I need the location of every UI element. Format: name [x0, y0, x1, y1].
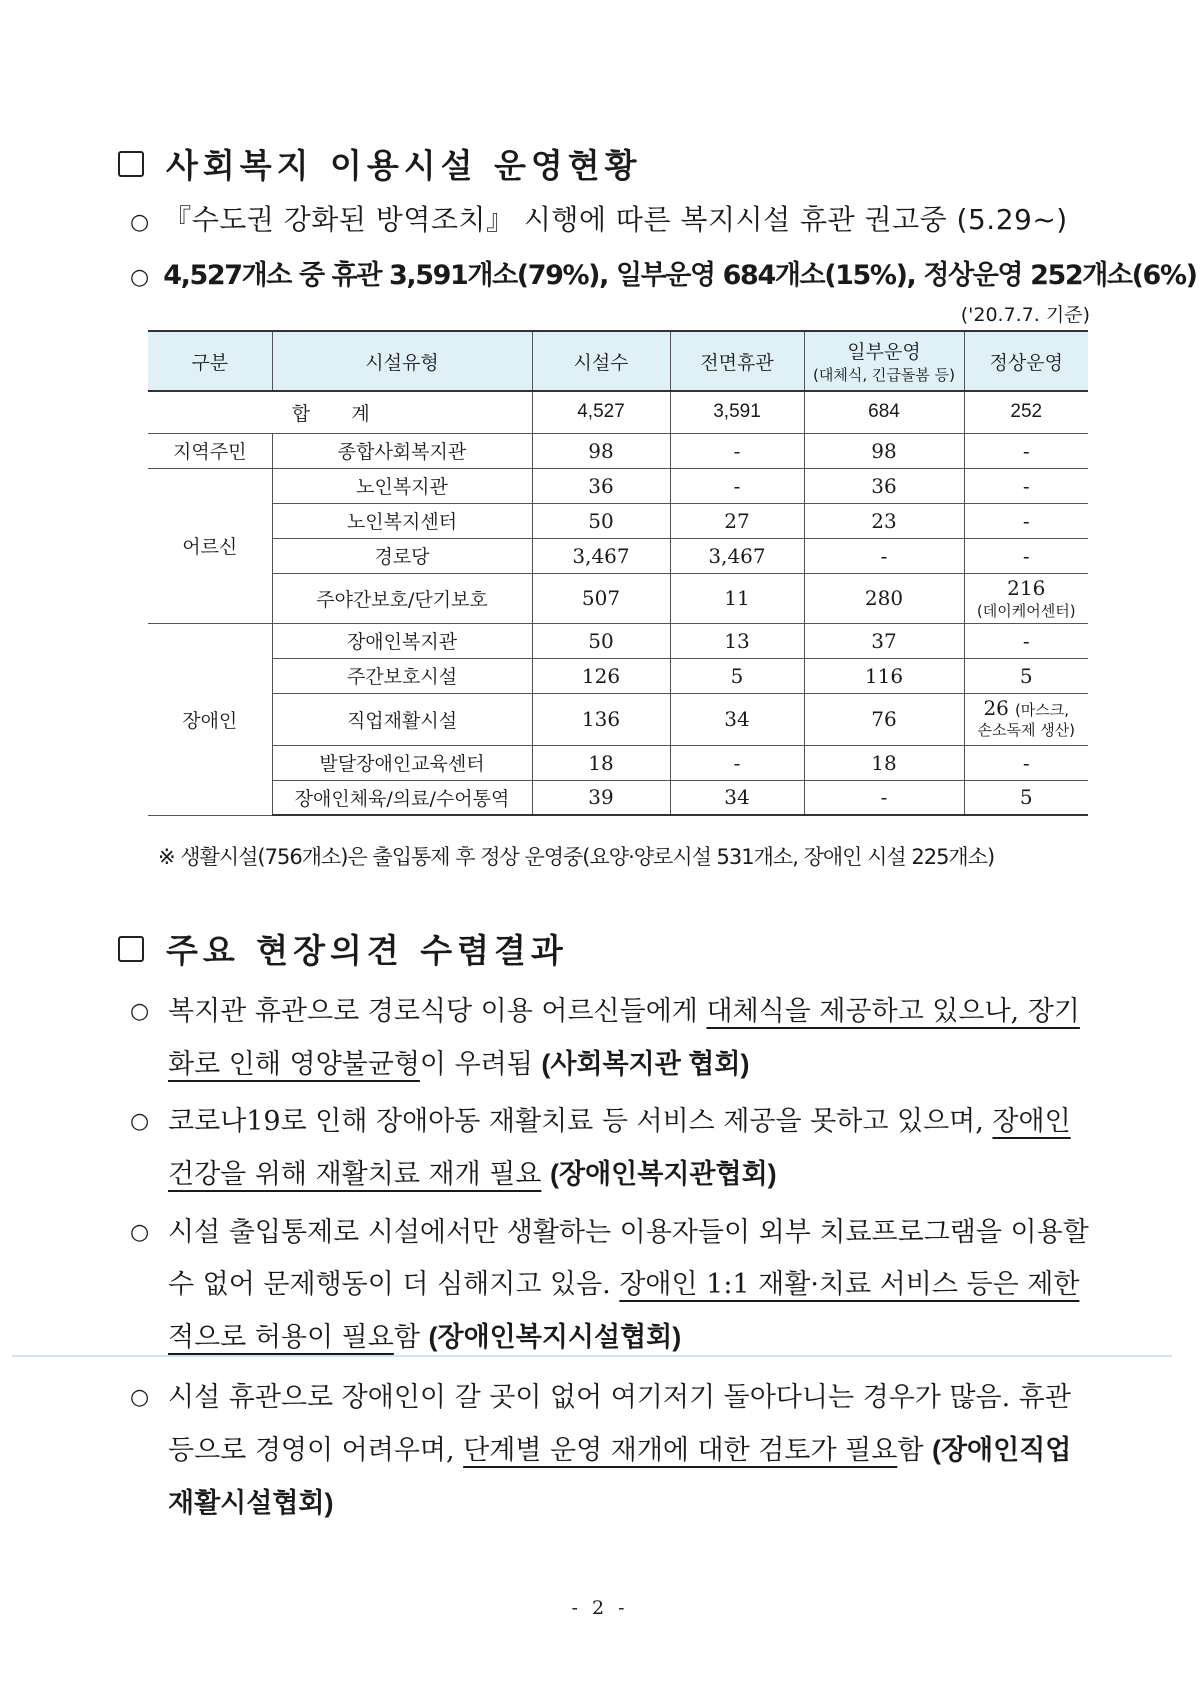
row-partial: - — [804, 538, 964, 573]
group-elderly: 어르신 — [148, 468, 272, 623]
section2-title: 주요 현장의견 수렴결과 — [166, 931, 568, 970]
row-type: 종합사회복지관 — [272, 433, 532, 468]
row-closed: - — [670, 745, 804, 780]
checkbox-square-icon — [118, 936, 144, 962]
row-closed: - — [670, 433, 804, 468]
row-normal-note: (데이케어센터) — [976, 601, 1076, 620]
circle-bullet-icon: ○ — [130, 1109, 150, 1134]
opinion-text: 이 우려됨 — [419, 1049, 542, 1080]
opinion-text: 시설 출입통제로 시설에서만 생활하는 이용자들이 외부 치료프로그램을 이용할 수 없어 문제행동이 더 심해지고 있음. — [168, 1217, 1089, 1300]
opinion-text: 코로나19로 인해 장애아동 재활치료 등 서비스 제공을 못하고 있으며, — [168, 1106, 993, 1137]
opinion-source: (사회복지관 협회) — [541, 1049, 750, 1079]
opinion-underlined: 장애인 건강을 위해 재활치료 재개 필요 — [168, 1106, 1071, 1190]
table-row — [148, 433, 1088, 468]
table-header-row — [148, 331, 1088, 391]
facility-status-table — [148, 330, 1088, 816]
row-type: 발달장애인교육센터 — [272, 745, 532, 780]
circle-bullet-icon: ○ — [130, 1220, 150, 1245]
row-partial: - — [804, 780, 964, 815]
row-normal: - — [964, 538, 1088, 573]
row-count: 126 — [532, 658, 670, 693]
row-closed: 3,467 — [670, 538, 804, 573]
circle-bullet-icon: ○ — [130, 1385, 150, 1410]
row-count: 39 — [532, 780, 670, 815]
table-row — [148, 538, 1088, 573]
opinion-source: (장애인복지시설협회) — [428, 1322, 682, 1352]
circle-bullet-icon: ○ — [130, 265, 150, 290]
table-row-total — [148, 391, 1088, 433]
row-normal: - — [964, 623, 1088, 658]
header-partial-label: 일부운영 — [847, 341, 921, 363]
row-type: 주간보호시설 — [272, 658, 532, 693]
header-type: 시설유형 — [272, 331, 532, 391]
opinion-source: (장애인직업재활시설협회) — [168, 1435, 1072, 1518]
total-normal: 252 — [964, 391, 1088, 433]
group-disabled: 장애인 — [148, 623, 272, 815]
total-count: 4,527 — [532, 391, 670, 433]
row-count: 50 — [532, 623, 670, 658]
header-partial — [804, 331, 964, 391]
checkbox-square-icon — [118, 151, 144, 177]
header-category: 구분 — [148, 331, 272, 391]
row-count: 3,467 — [532, 538, 670, 573]
row-closed: 27 — [670, 503, 804, 538]
row-normal: - — [964, 468, 1088, 503]
section2-heading — [118, 925, 568, 972]
opinion-text: 시설 휴관으로 장애인이 갈 곳이 없어 여기저기 돌아다니는 경우가 많음. 휴관 등으로 경영이 어려우며, — [168, 1382, 1071, 1466]
row-normal — [964, 573, 1088, 623]
row-normal-value: 216 — [1007, 575, 1046, 600]
opinion-item — [130, 986, 1090, 1091]
bullet1-text: 『수도권 강화된 방역조치』 시행에 따른 복지시설 휴관 권고중 (5.29~) — [163, 203, 1068, 236]
row-normal-note: 손소독제 생산) — [977, 721, 1076, 739]
row-partial: 36 — [804, 468, 964, 503]
table-row — [148, 503, 1088, 538]
row-type: 직업재활시설 — [272, 693, 532, 745]
basis-date: ('20.7.7. 기준) — [960, 304, 1090, 326]
row-count: 98 — [532, 433, 670, 468]
row-count: 50 — [532, 503, 670, 538]
row-closed: 34 — [670, 780, 804, 815]
opinion-item — [130, 1207, 1090, 1364]
header-partial-sub: (대체식, 긴급돌봄 등) — [813, 366, 955, 384]
row-type: 장애인복지관 — [272, 623, 532, 658]
section1-bullet1 — [130, 198, 1068, 238]
opinion-text: 복지관 휴관으로 경로식당 이용 어르신들에게 — [168, 996, 707, 1027]
row-partial: 18 — [804, 745, 964, 780]
total-partial: 684 — [804, 391, 964, 433]
row-partial: 98 — [804, 433, 964, 468]
row-type: 노인복지관 — [272, 468, 532, 503]
row-partial: 23 — [804, 503, 964, 538]
row-partial: 116 — [804, 658, 964, 693]
row-normal: 5 — [964, 658, 1088, 693]
header-normal: 정상운영 — [964, 331, 1088, 391]
row-normal-value: 26 — [983, 696, 1009, 720]
table-row — [148, 573, 1088, 623]
table-row — [148, 623, 1088, 658]
opinion-text: 함 — [393, 1322, 429, 1353]
table-footnote: ※ 생활시설(756개소)은 출입통제 후 정상 운영중(요양·양로시설 531개소, 장애인 시설 225개소) — [158, 845, 995, 869]
row-type: 장애인체육/의료/수어통역 — [272, 780, 532, 815]
row-normal-note: (마스크, — [1014, 701, 1070, 719]
row-type: 경로당 — [272, 538, 532, 573]
opinion-item — [130, 1096, 1090, 1201]
section1-heading — [118, 140, 642, 187]
page-number: - 2 - — [571, 1597, 629, 1619]
opinion-text: 함 — [897, 1435, 932, 1466]
opinion-text — [541, 1159, 550, 1190]
row-normal: - — [964, 745, 1088, 780]
row-partial: 37 — [804, 623, 964, 658]
row-type: 주야간보호/단기보호 — [272, 573, 532, 623]
row-closed: 11 — [670, 573, 804, 623]
total-closed: 3,591 — [670, 391, 804, 433]
row-closed: - — [670, 468, 804, 503]
row-count: 136 — [532, 693, 670, 745]
row-normal: 5 — [964, 780, 1088, 815]
table-row — [148, 693, 1088, 745]
opinion-source: (장애인복지관협회) — [550, 1159, 777, 1189]
section1-bullet2 — [130, 253, 1197, 292]
section1-title: 사회복지 이용시설 운영현황 — [166, 146, 642, 185]
table-row — [148, 745, 1088, 780]
row-count: 36 — [532, 468, 670, 503]
opinion-item — [130, 1372, 1090, 1530]
opinion-underlined: 장애인 1:1 재활·치료 서비스 등은 제한적으로 허용이 필요 — [168, 1269, 1080, 1353]
header-closed: 전면휴관 — [670, 331, 804, 391]
row-closed: 5 — [670, 658, 804, 693]
row-count: 18 — [532, 745, 670, 780]
row-count: 507 — [532, 573, 670, 623]
table-row — [148, 468, 1088, 503]
total-label: 합 계 — [148, 391, 532, 433]
group-community: 지역주민 — [148, 433, 272, 468]
opinion-underlined: 단계별 운영 재개에 대한 검토가 필요 — [463, 1435, 898, 1466]
row-normal: - — [964, 433, 1088, 468]
row-normal: - — [964, 503, 1088, 538]
header-count: 시설수 — [532, 331, 670, 391]
row-normal — [964, 693, 1088, 745]
circle-bullet-icon: ○ — [130, 210, 150, 235]
row-partial: 76 — [804, 693, 964, 745]
table-row — [148, 780, 1088, 815]
row-type: 노인복지센터 — [272, 503, 532, 538]
row-closed: 13 — [670, 623, 804, 658]
bullet2-text: 4,527개소 중 휴관 3,591개소(79%), 일부운영 684개소(15%), 정상운영 252개소(6%) — [163, 260, 1197, 291]
opinion-underlined: 대체식을 제공하고 있으나, 장기화로 인해 영양불균형 — [168, 996, 1080, 1080]
table-row — [148, 658, 1088, 693]
circle-bullet-icon: ○ — [130, 999, 150, 1024]
row-partial: 280 — [804, 573, 964, 623]
row-closed: 34 — [670, 693, 804, 745]
